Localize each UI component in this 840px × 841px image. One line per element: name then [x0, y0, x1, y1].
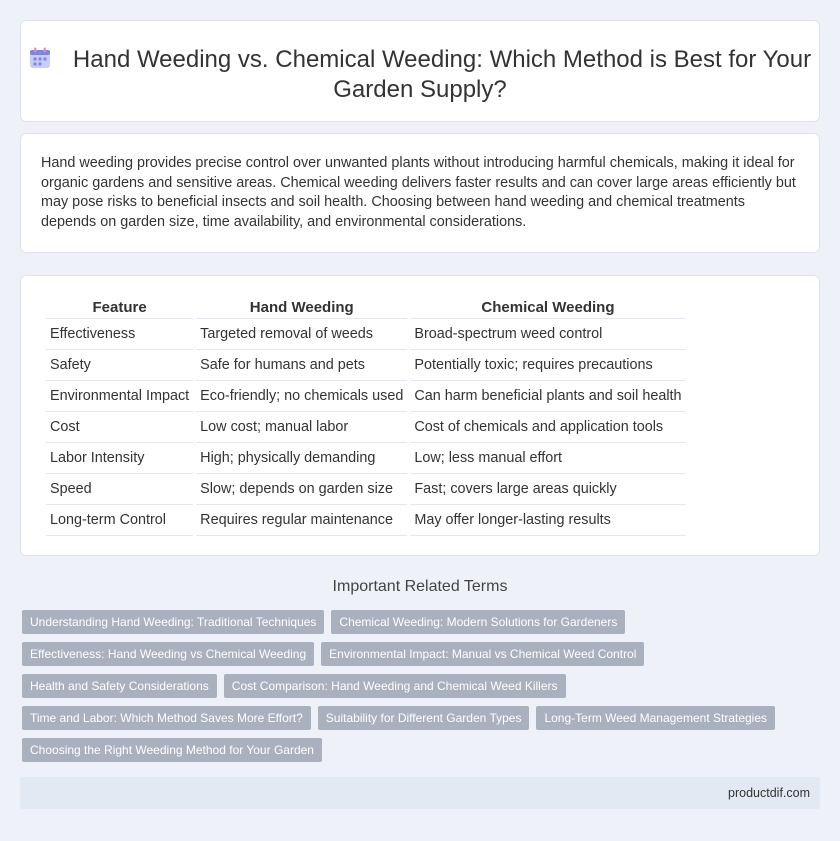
cell-chemical-weeding: Can harm beneficial plants and soil health [410, 381, 685, 412]
table-row [46, 319, 686, 350]
cell-feature: Long-term Control [46, 505, 193, 536]
related-term-tag[interactable]: Understanding Hand Weeding: Traditional Techniques [22, 610, 324, 634]
footer [20, 777, 820, 809]
related-term-tag[interactable]: Cost Comparison: Hand Weeding and Chemical Weed Killers [224, 674, 566, 698]
page-title-wrap [21, 45, 819, 105]
related-term-tag[interactable]: Environmental Impact: Manual vs Chemical Weed Control [321, 642, 644, 666]
calendar-icon [29, 47, 51, 69]
cell-hand-weeding: Low cost; manual labor [196, 412, 407, 443]
table-row [46, 350, 686, 381]
header-chemical-weeding: Chemical Weeding [410, 296, 685, 319]
related-term-tag[interactable]: Suitability for Different Garden Types [318, 706, 530, 730]
related-term-tag[interactable]: Long-Term Weed Management Strategies [536, 706, 775, 730]
related-term-tag[interactable]: Effectiveness: Hand Weeding vs Chemical Weeding [22, 642, 314, 666]
cell-hand-weeding: Slow; depends on garden size [196, 474, 407, 505]
cell-chemical-weeding: May offer longer-lasting results [410, 505, 685, 536]
table-row [46, 443, 686, 474]
comparison-card [20, 275, 820, 556]
cell-chemical-weeding: Fast; covers large areas quickly [410, 474, 685, 505]
cell-chemical-weeding: Potentially toxic; requires precautions [410, 350, 685, 381]
related-term-tag[interactable]: Health and Safety Considerations [22, 674, 217, 698]
footer-site[interactable]: productdif.com [728, 786, 810, 800]
table-row [46, 474, 686, 505]
header-feature: Feature [46, 296, 193, 319]
intro-card [20, 133, 820, 253]
cell-feature: Effectiveness [46, 319, 193, 350]
table-row [46, 505, 686, 536]
cell-hand-weeding: Targeted removal of weeds [196, 319, 407, 350]
cell-feature: Cost [46, 412, 193, 443]
header-hand-weeding: Hand Weeding [196, 296, 407, 319]
related-term-tag[interactable]: Time and Labor: Which Method Saves More Effort? [22, 706, 311, 730]
comparison-table [43, 296, 689, 536]
cell-hand-weeding: Safe for humans and pets [196, 350, 407, 381]
cell-feature: Environmental Impact [46, 381, 193, 412]
cell-hand-weeding: Eco-friendly; no chemicals used [196, 381, 407, 412]
related-terms-title: Important Related Terms [332, 578, 508, 595]
related-term-tag[interactable]: Choosing the Right Weeding Method for Your Garden [22, 738, 322, 762]
intro-paragraph: Hand weeding provides precise control over unwanted plants without introducing harmful chemicals, making it ideal for organic gardens and sensitive areas. Chemical weeding delivers faster results and can cover large areas efficiently but may pose risks to beneficial insects and soil health. Choosing between hand weeding and chemical treatments depends on garden size, time availability, and environmental considerations. [41, 155, 796, 230]
cell-chemical-weeding: Broad-spectrum weed control [410, 319, 685, 350]
title-card [20, 20, 820, 122]
cell-feature: Speed [46, 474, 193, 505]
cell-feature: Labor Intensity [46, 443, 193, 474]
cell-hand-weeding: Requires regular maintenance [196, 505, 407, 536]
table-row [46, 412, 686, 443]
page-title: Hand Weeding vs. Chemical Weeding: Which Method is Best for Your Garden Supply? [72, 46, 812, 103]
cell-hand-weeding: High; physically demanding [196, 443, 407, 474]
table-body [46, 319, 686, 536]
cell-chemical-weeding: Low; less manual effort [410, 443, 685, 474]
related-terms-list [22, 610, 802, 762]
table-header-row [46, 296, 686, 319]
cell-chemical-weeding: Cost of chemicals and application tools [410, 412, 685, 443]
cell-feature: Safety [46, 350, 193, 381]
related-term-tag[interactable]: Chemical Weeding: Modern Solutions for Gardeners [331, 610, 625, 634]
table-row [46, 381, 686, 412]
